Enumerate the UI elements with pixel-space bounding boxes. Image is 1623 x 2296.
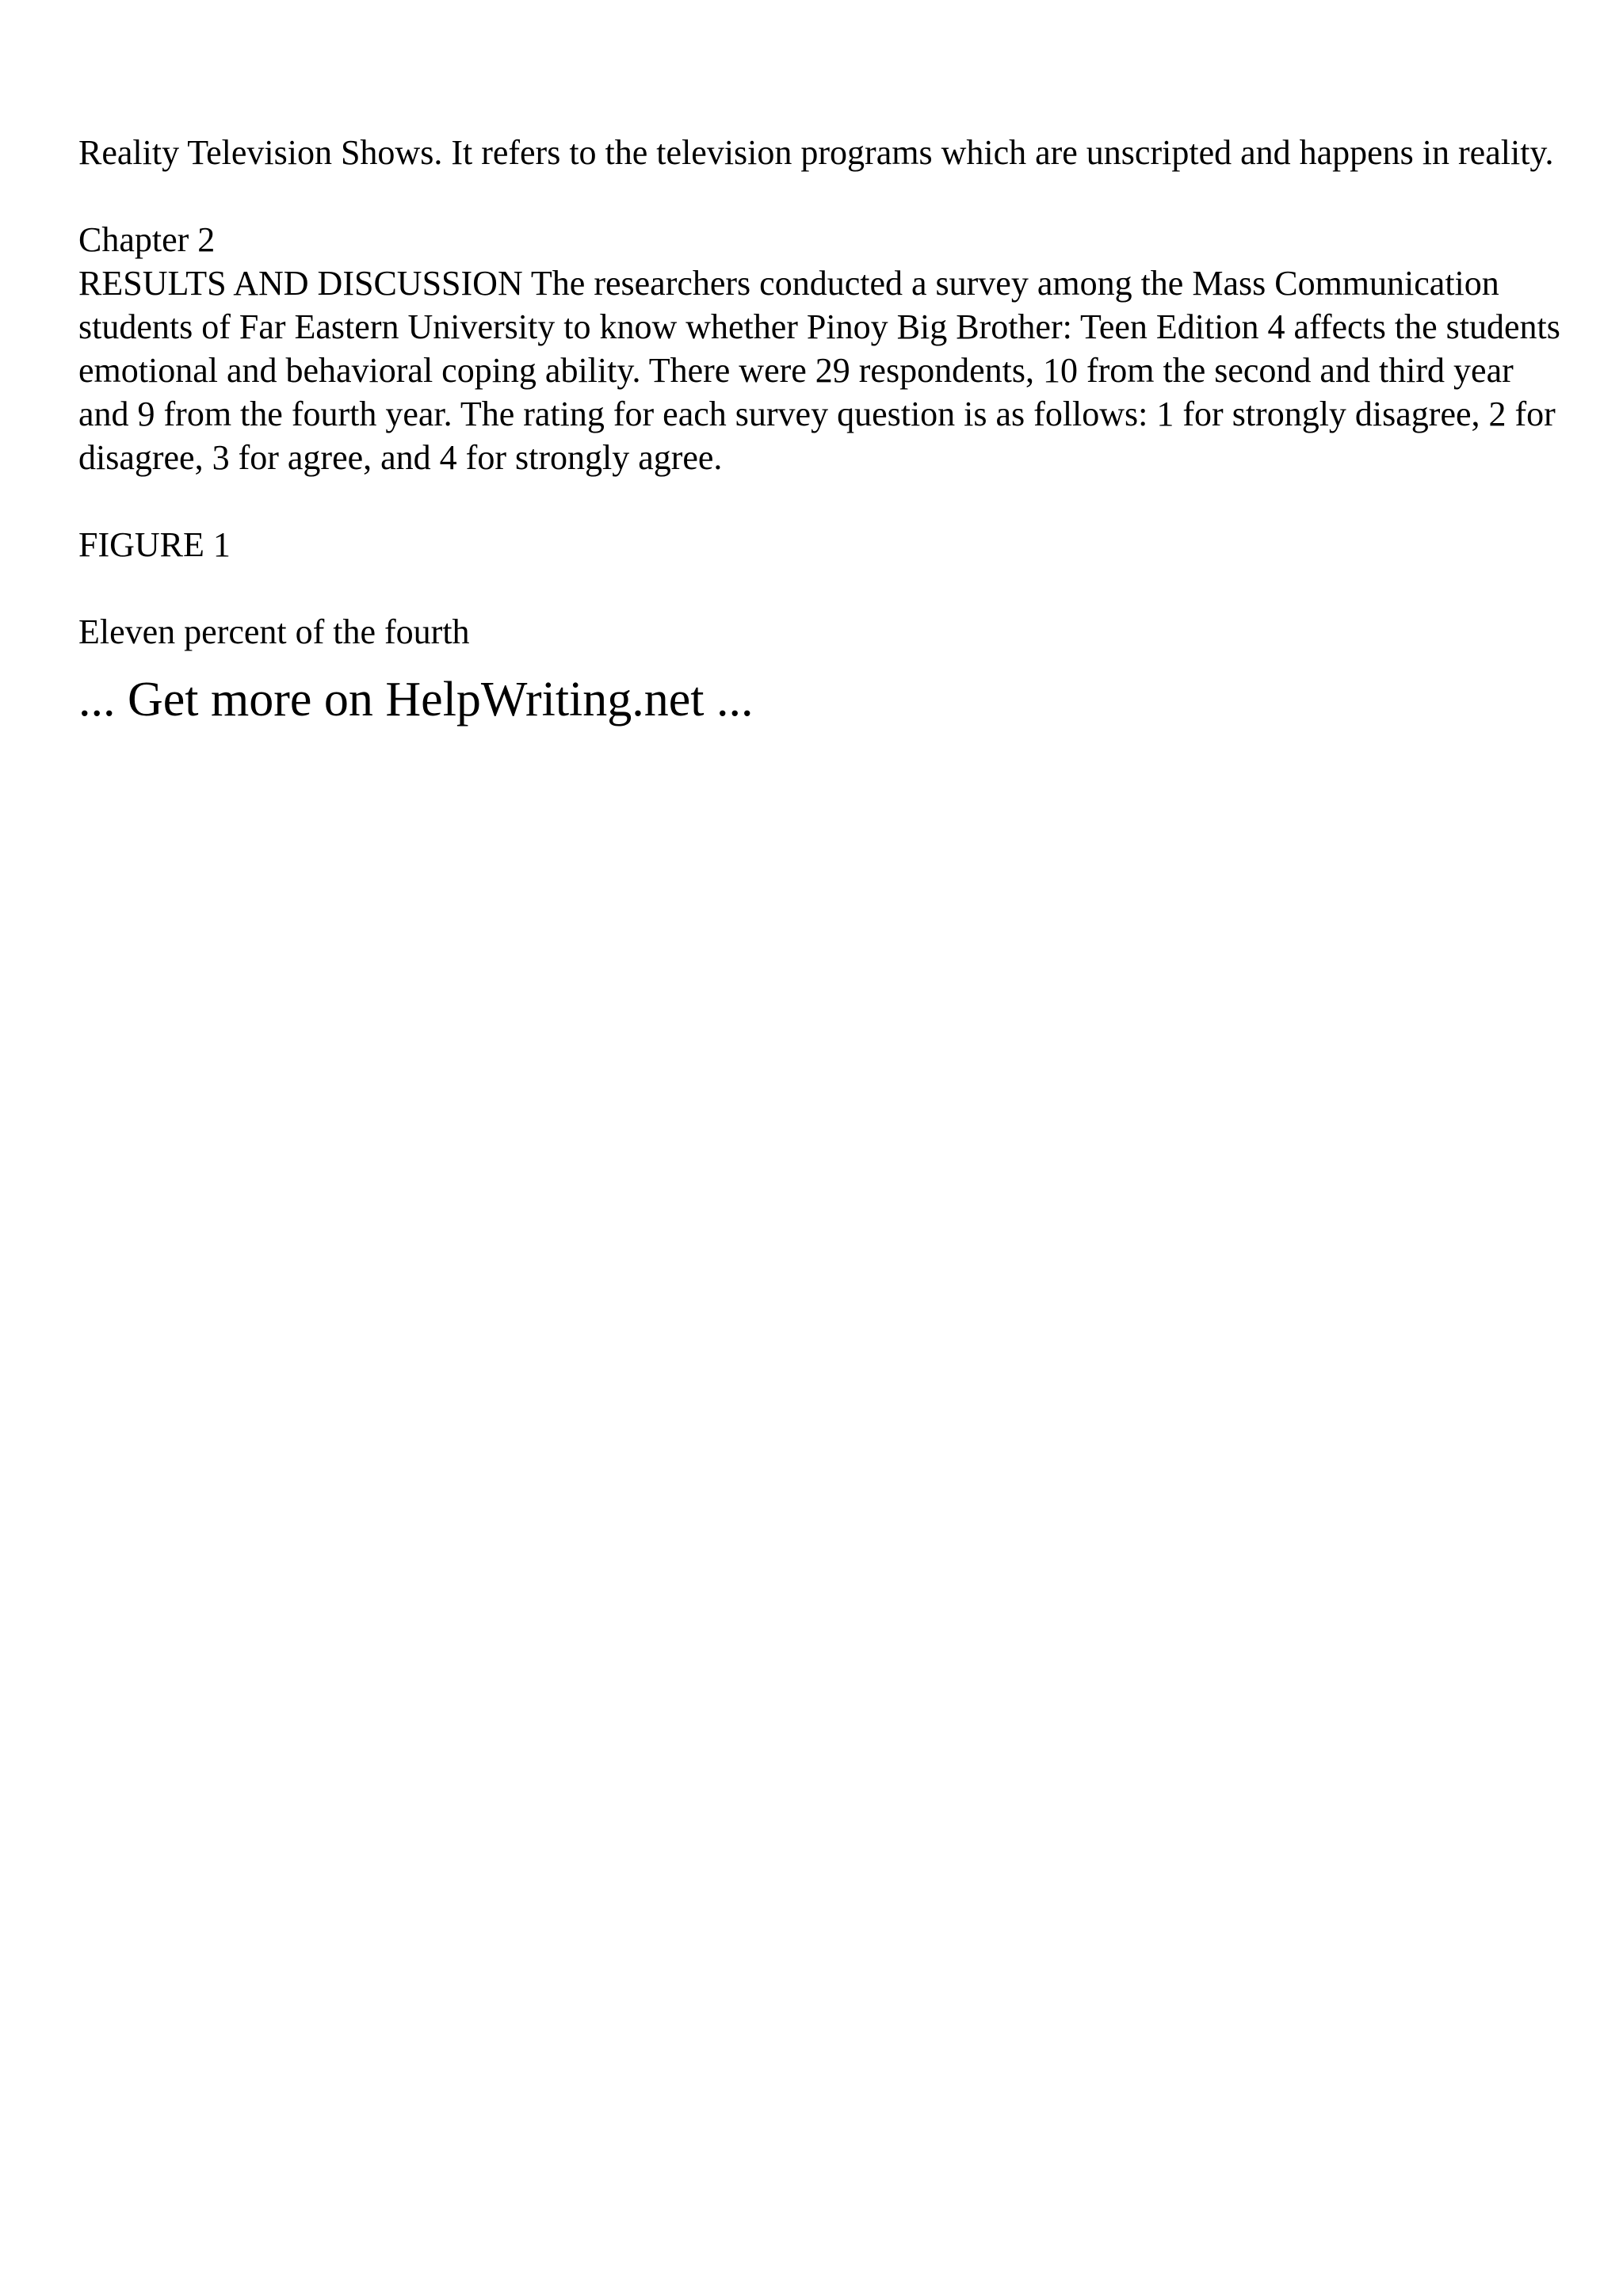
chapter-section: [78, 218, 1568, 479]
chapter-heading: Chapter 2: [78, 220, 216, 259]
figure-label: FIGURE 1: [78, 525, 231, 564]
figure-description-paragraph: Eleven percent of the fourth: [78, 612, 470, 651]
paragraph-spacer: [78, 479, 1568, 523]
document-body: [78, 131, 1568, 730]
paragraph-spacer: [78, 566, 1568, 610]
paragraph-spacer: [78, 174, 1568, 218]
intro-paragraph: Reality Television Shows. It refers to the television programs which are unscripted and happens in reality.: [78, 133, 1554, 172]
get-more-link[interactable]: ... Get more on HelpWriting.net ...: [78, 673, 754, 727]
results-paragraph: RESULTS AND DISCUSSION The researchers conducted a survey among the Mass Communication students of Far Eastern University to know whether Pinoy Big Brother: Teen Edition 4 affects the students emotional and behavioral coping ability. There were 29 respondents, 10 from the second and third year and 9 from the fourth year. The rating for each survey question is as follows: 1 for strongly disagree, 2 for disagree, 3 for agree, and 4 for strongly agree.: [78, 264, 1560, 477]
